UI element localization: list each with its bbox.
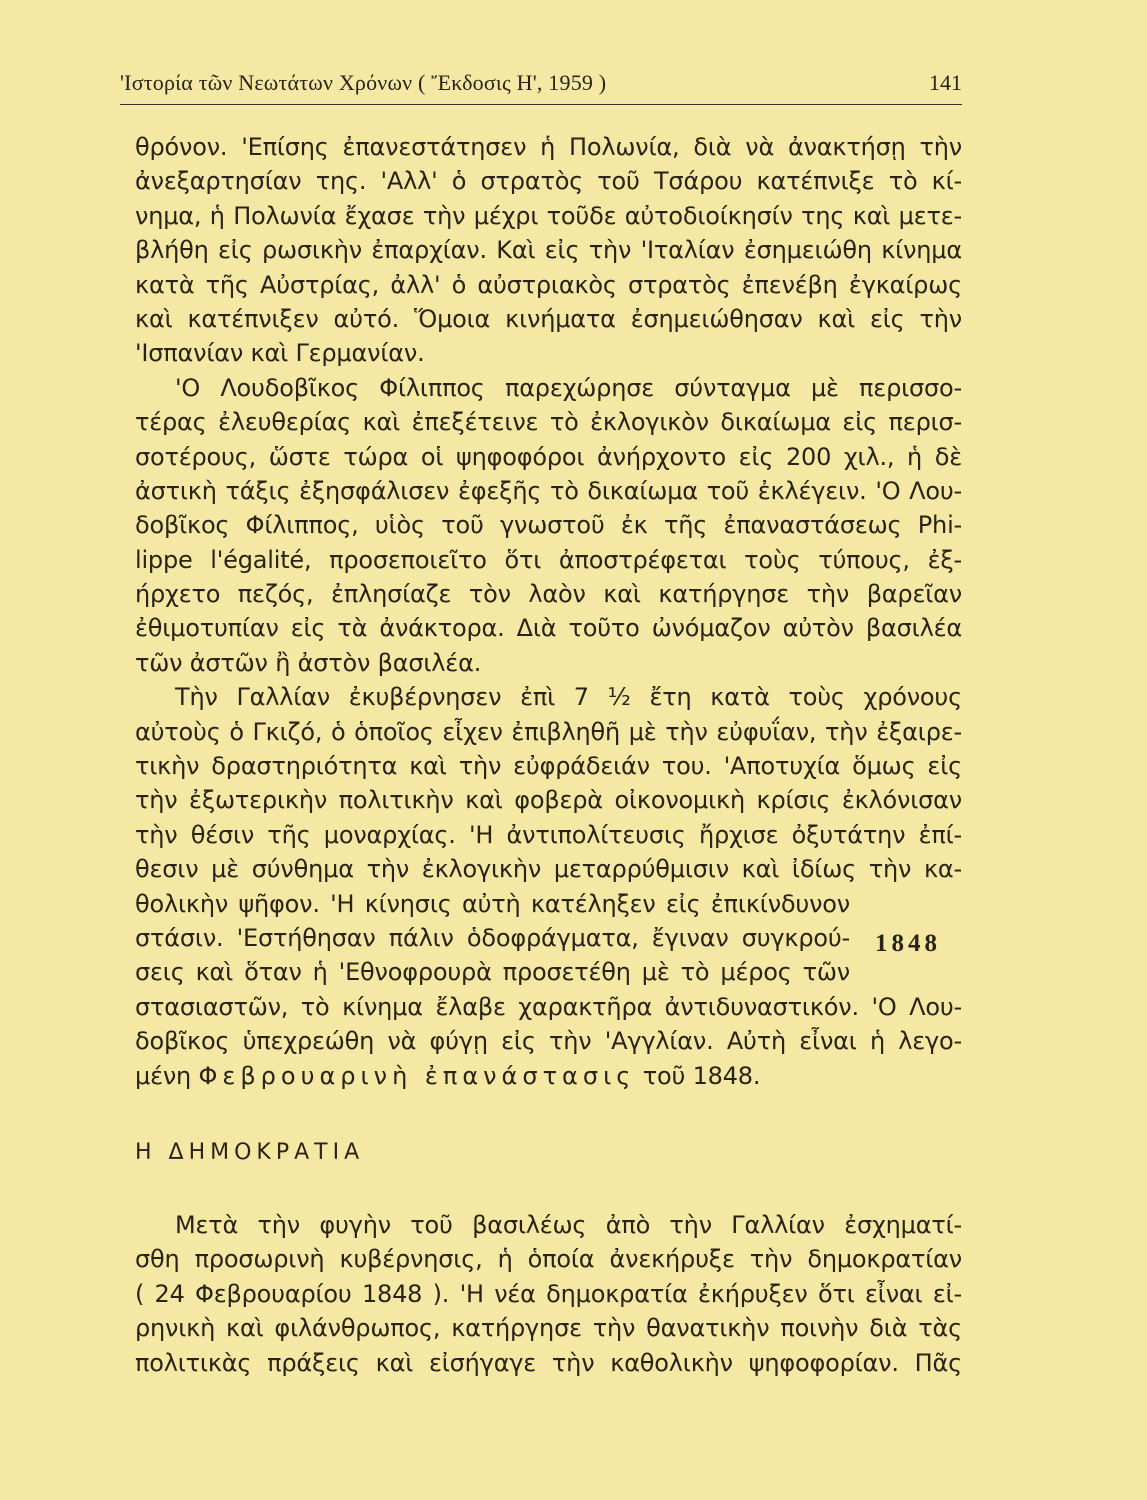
text-line: βλήθη εἰς ρωσικὴν ἐπαρχίαν. Καὶ εἰς τὴν 'Ιταλίαν ἐσημειώθη κίνημα <box>135 236 962 265</box>
text-line: τὴν ἐξωτερικὴν πολιτικὴν καὶ φοβερὰ οἰκονομικὴ κρίσις ἐκλόνισαν <box>135 786 962 815</box>
text-line: τικὴν δραστηριότητα καὶ τὴν εὐφράδειάν του. 'Αποτυχία ὅμως εἰς <box>135 752 962 781</box>
text-line: ἐθιμοτυπίαν εἰς τὰ ἀνάκτορα. Διὰ τοῦτο ὠνόμαζον αὐτὸν βασιλέα <box>135 614 962 643</box>
emphasized-phrase: Φεβρουαρινὴ ἐπανάστασις <box>198 1061 636 1090</box>
header-title: 'Ιστορία τῶν Νεωτάτων Χρόνων ( Ἔκδοσις Η', 1959 ) <box>120 70 607 95</box>
text-line: ρηνικὴ καὶ φιλάνθρωπος, κατήργησε τὴν θανατικὴν ποινὴν διὰ τὰς <box>135 1314 962 1343</box>
text-line: σθη προσωρινὴ κυβέρνησις, ἡ ὁποία ἀνεκήρυξε τὴν δημοκρατίαν <box>135 1245 962 1274</box>
text-line: καὶ κατέπνιξεν αὐτό. Ὅμοια κινήματα ἐσημειώθησαν καὶ εἰς τὴν <box>135 304 962 333</box>
text-line-last <box>135 1059 962 1093</box>
page-number: 141 <box>929 70 962 95</box>
text-line: τέρας ἐλευθερίας καὶ ἐπεξέτεινε τὸ ἐκλογικὸν δικαίωμα εἰς περισ- <box>135 408 962 437</box>
text-line: θεσιν μὲ σύνθημα τὴν ἐκλογικὴν μεταρρύθμισιν καὶ ἰδίως τὴν κα- <box>135 855 962 884</box>
body-text <box>135 130 962 1093</box>
margin-note-year: 1848 <box>875 930 941 957</box>
text-line: τὴν θέσιν τῆς μοναρχίας. 'Η ἀντιπολίτευσις ἤρχισε ὀξυτάτην ἐπί- <box>135 820 962 849</box>
text-line: 'Ο Λουδοβῖκος Φίλιππος παρεχώρησε σύνταγμα μὲ περισσο- <box>175 373 962 402</box>
text-line: ( 24 Φεβρουαρίου 1848 ). 'Η νέα δημοκρατία ἐκήρυξεν ὅτι εἶναι εἰ- <box>135 1279 962 1308</box>
section-text <box>135 1208 962 1380</box>
text-line: δοβῖκος ὑπεχρεώθη νὰ φύγῃ εἰς τὴν 'Αγγλίαν. Αὐτὴ εἶναι ἡ λεγο- <box>135 1027 962 1056</box>
text-line: νημα, ἡ Πολωνία ἔχασε τὴν μέχρι τοῦδε αὐτοδιοίκησίν της καὶ μετε- <box>135 201 962 230</box>
text-line: θρόνον. 'Επίσης ἐπανεστάτησεν ἡ Πολωνία, διὰ νὰ ἀνακτήσῃ τὴν <box>135 133 962 161</box>
text-line: πολιτικὰς πράξεις καὶ εἰσήγαγε τὴν καθολικὴν ψηφοφορίαν. Πᾶς <box>135 1348 962 1377</box>
text-line: Τὴν Γαλλίαν ἐκυβέρνησεν ἐπὶ 7 ½ ἔτη κατὰ τοὺς χρόνους <box>175 683 962 712</box>
running-header <box>120 68 962 105</box>
text-line: ἀνεξαρτησίαν της. 'Αλλ' ὁ στρατὸς τοῦ Τσάρου κατέπνιξε τὸ κί- <box>135 167 962 196</box>
text-line: ἀστικὴ τάξις ἐξησφάλισεν ἐφεξῆς τὸ δικαίωμα τοῦ ἐκλέγειν. 'Ο Λου- <box>135 476 962 505</box>
text-line: 'Ισπανίαν καὶ Γερμανίαν. <box>135 339 425 368</box>
last-line-lead: μένη <box>135 1061 192 1090</box>
text-line: σοτέρους, ὥστε τώρα οἱ ψηφοφόροι ἀνήρχοντο εἰς 200 χιλ., ἡ δὲ <box>135 442 962 471</box>
text-line: θολικὴν ψῆφον. 'Η κίνησις αὐτὴ κατέληξεν εἰς ἐπικίνδυνον <box>135 889 850 918</box>
text-line: τῶν ἀστῶν ἢ ἀστὸν βασιλέα. <box>135 648 482 677</box>
text-line: στασιαστῶν, τὸ κίνημα ἔλαβε χαρακτῆρα ἀντιδυναστικόν. 'Ο Λου- <box>135 992 962 1021</box>
text-line: ήρχετο πεζός, ἐπλησίαζε τὸν λαὸν καὶ κατήργησε τὴν βαρεῖαν <box>135 580 962 609</box>
section-title: Η ΔΗΜΟΚΡΑΤΙΑ <box>135 1140 365 1165</box>
text-line: Μετὰ τὴν φυγὴν τοῦ βασιλέως ἀπὸ τὴν Γαλλίαν ἐσχηματί- <box>175 1211 962 1239</box>
text-line: lippe l'égalité, προσεποιεῖτο ὅτι ἀποστρέφεται τοὺς τύπους, ἐξ- <box>135 545 962 574</box>
text-line: αὐτοὺς ὁ Γκιζό, ὁ ὁποῖος εἶχεν ἐπιβληθῆ μὲ τὴν εὐφυΐαν, τὴν ἐξαιρε- <box>135 717 962 746</box>
text-line: κατὰ τῆς Αὐστρίας, ἀλλ' ὁ αὐστριακὸς στρατὸς ἐπενέβη ἐγκαίρως <box>135 270 962 299</box>
text-line: σεις καὶ ὅταν ἡ 'Εθνοφρουρὰ προσετέθη μὲ τὸ μέρος τῶν <box>135 958 850 987</box>
text-line: δοβῖκος Φίλιππος, υἱὸς τοῦ γνωστοῦ ἐκ τῆς ἐπαναστάσεως Phi- <box>135 511 962 540</box>
last-line-tail: τοῦ 1848. <box>642 1061 761 1090</box>
text-line: στάσιν. 'Εστήθησαν πάλιν ὁδοφράγματα, ἔγιναν συγκρού- <box>135 923 850 952</box>
